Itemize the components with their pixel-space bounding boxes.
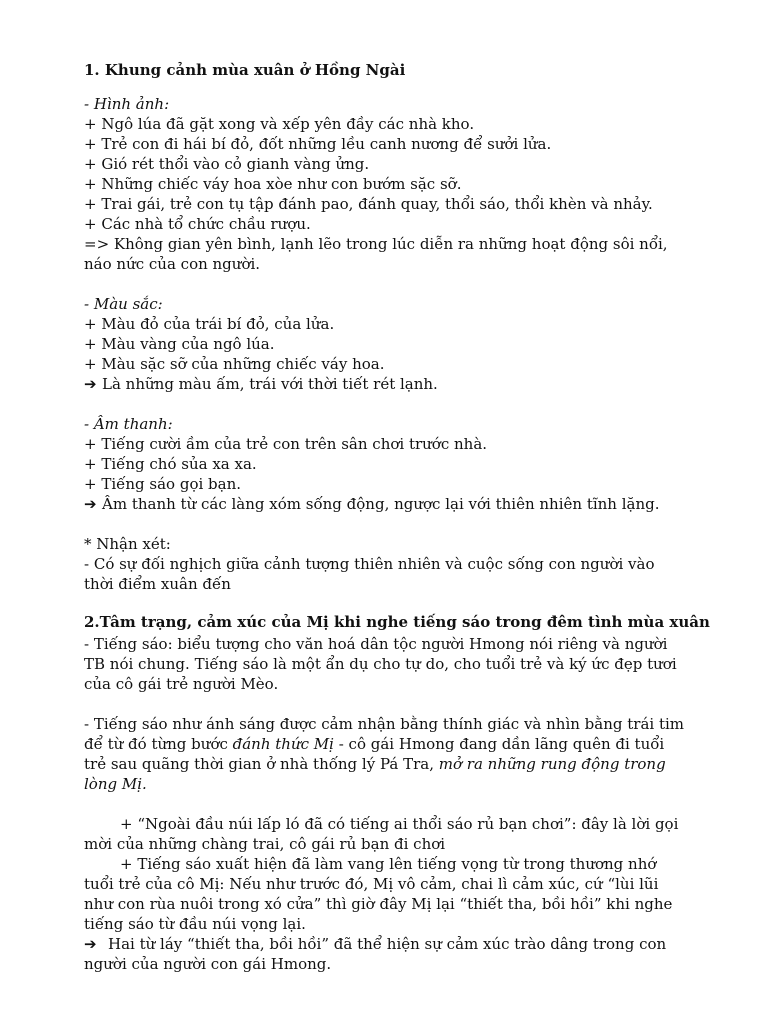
hinh-anh-conclusion: => Không gian yên bình, lạnh lẽo trong lúc diễn ra những hoạt động sôi nổi, [84,235,668,253]
emphasis-text: đánh thức Mị [232,735,334,753]
paragraph-line: như con rùa nuôi trong xó cửa” thì giờ đây Mị lại “thiết tha, bồi hồi” khi nghe [84,895,673,913]
conclusion-text-cont: người của người con gái Hmong. [84,955,332,973]
hinh-anh-item: + Những chiếc váy hoa xòe như con bướm sặc sỡ. [84,175,462,193]
conclusion-line [84,934,666,954]
hinh-anh-heading: - Hình ảnh: [84,95,170,113]
paragraph-line: - Tiếng sáo như ánh sáng được cảm nhận bằng thính giác và nhìn bằng trái tim [84,715,685,733]
paragraph-line-mixed [84,754,666,774]
hinh-anh-item: + Gió rét thổi vào cỏ gianh vàng ửng. [84,155,370,173]
nhan-xet-text: - Có sự đối nghịch giữa cảnh tượng thiên nhiên và cuộc sống con người vào [84,555,655,573]
text-run: - cô gái Hmong đang dần lãng quên đi tuổi [333,735,665,753]
hinh-anh-item: + Ngô lúa đã gặt xong và xếp yên đầy các nhà kho. [84,115,475,133]
mau-sac-item: + Màu vàng của ngô lúa. [84,335,275,353]
nhan-xet-heading: * Nhận xét: [84,535,171,553]
arrow-right-icon: ➔ [84,495,97,513]
hinh-anh-conclusion-cont: náo nức của con người. [84,255,261,273]
text-run: trẻ sau quãng thời gian ở nhà thống lý Pá Tra, [84,755,439,773]
text-run: để từ đó từng bước [84,735,233,753]
am-thanh-item: + Tiếng chó sủa xa xa. [84,455,257,473]
hinh-anh-item: + Trẻ con đi hái bí đỏ, đốt những lều canh nương để sưởi lửa. [84,135,552,153]
mau-sac-conclusion: Là những màu ấm, trái với thời tiết rét lạnh. [102,375,438,393]
hinh-anh-item: + Các nhà tổ chức chầu rượu. [84,215,311,233]
mau-sac-heading: - Màu sắc: [84,295,163,313]
paragraph-line: của cô gái trẻ người Mèo. [84,675,279,693]
paragraph-line: TB nói chung. Tiếng sáo là một ẩn dụ cho tự do, cho tuổi trẻ và ký ức đẹp tươi [84,655,677,673]
hinh-anh-item: + Trai gái, trẻ con tụ tập đánh pao, đánh quay, thổi sáo, thổi khèn và nhảy. [84,195,653,213]
mau-sac-item: + Màu đỏ của trái bí đỏ, của lửa. [84,315,335,333]
paragraph-line: - Tiếng sáo: biểu tượng cho văn hoá dân tộc người Hmong nói riêng và người [84,635,668,653]
arrow-right-icon: ➔ [84,935,97,953]
section1-title: 1. Khung cảnh mùa xuân ở Hồng Ngài [84,61,406,79]
am-thanh-conclusion: Âm thanh từ các làng xóm sống động, ngược lại với thiên nhiên tĩnh lặng. [102,495,660,513]
am-thanh-heading: - Âm thanh: [84,415,173,433]
conclusion-text: Hai từ láy “thiết tha, bồi hồi” đã thể hiện sự cảm xúc trào dâng trong con [108,935,667,953]
arrow-right-icon: ➔ [84,375,97,393]
paragraph-line: tuổi trẻ của cô Mị: Nếu như trước đó, Mị vô cảm, chai lì cảm xúc, cứ “lùi lũi [84,875,659,893]
indented-bullet: + Tiếng sáo xuất hiện đã làm vang lên tiếng vọng từ trong thương nhớ [120,855,657,873]
emphasis-text: lòng Mị. [84,775,147,793]
paragraph-line: mời của những chàng trai, cô gái rủ bạn đi chơi [84,835,446,853]
paragraph-line-mixed [84,734,664,754]
am-thanh-item: + Tiếng cười ầm của trẻ con trên sân chơi trước nhà. [84,435,488,453]
section2-title: 2.Tâm trạng, cảm xúc của Mị khi nghe tiếng sáo trong đêm tình mùa xuân [84,613,710,631]
emphasis-text: mở ra những rung động trong [438,755,666,773]
paragraph-line: tiếng sáo từ đầu núi vọng lại. [84,915,306,933]
am-thanh-conclusion-line [84,494,660,514]
mau-sac-conclusion-line [84,374,438,394]
nhan-xet-text-cont: thời điểm xuân đến [84,575,231,593]
am-thanh-item: + Tiếng sáo gọi bạn. [84,475,242,493]
mau-sac-item: + Màu sặc sỡ của những chiếc váy hoa. [84,355,385,373]
indented-bullet: + “Ngoài đầu núi lấp ló đã có tiếng ai thổi sáo rủ bạn chơi”: đây là lời gọi [120,815,679,833]
